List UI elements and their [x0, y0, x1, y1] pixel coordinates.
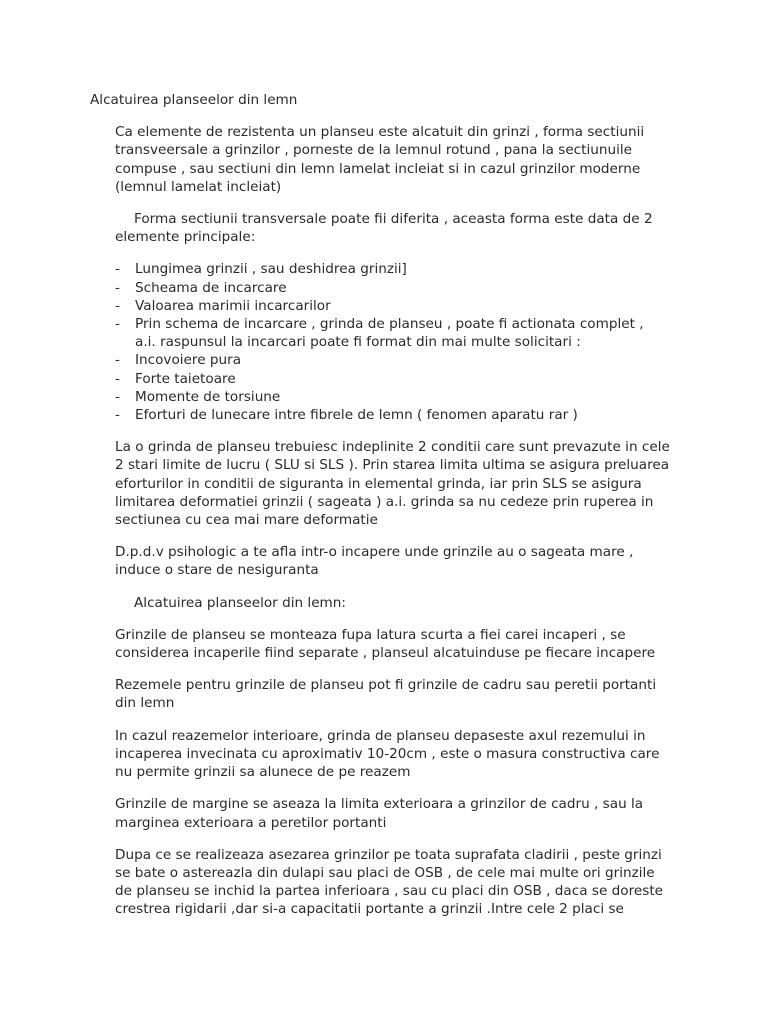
- paragraph-5: Grinzile de planseu se monteaza fupa latura scurta a fiei carei incaperi , se considerea incaperile fiind separate , planseul alcatuinduse pe fiecare incapere: [115, 626, 656, 662]
- note-line-1: - Prin schema de incarcare , grinda de planseu , poate fi actionata complet ,: [135, 316, 644, 333]
- list-item: - Scheama de incarcare: [115, 279, 675, 297]
- list-item: - Eforturi de lunecare intre fibrele de lemn ( fenomen aparatu rar ): [115, 406, 675, 424]
- paragraph-9: Dupa ce se realizeaza asezarea grinzilor pe toata suprafata cladirii , peste grinzi se bate o astereazla din dulapi sau placi de OSB , de cele mai multe ori grinzile de planseu se inchid la partea inferioara , sau cu placi din OSB , daca se doreste crestrea rigidarii ,dar si-a capacitatii portante a grinzii .Intre cele 2 placi se: [115, 846, 664, 918]
- list-note: [115, 315, 675, 351]
- document-title: Alcatuirea planseelor din lemn: [90, 92, 298, 108]
- paragraph-2-rest: elemente principale:: [115, 229, 256, 246]
- paragraph-8: Grinzile de margine se aseaza la limita exterioara a grinzilor de cadru , sau la marginea exterioara a peretilor portanti: [115, 796, 644, 831]
- document-page: [90, 91, 675, 933]
- list-item: - Forte taietoare: [115, 370, 675, 388]
- note-line-2: a.i. raspunsul la incarcari poate fi format din mai multe solicitari :: [135, 334, 581, 351]
- paragraph-2: [115, 210, 675, 246]
- list-item: - Lungimea grinzii , sau deshidrea grinzii]: [115, 260, 675, 278]
- section-heading: Alcatuirea planseelor din lemn:: [134, 594, 346, 611]
- paragraph-4: D.p.d.v psihologic a te afla intr-o incapere unde grinzile au o sageata mare , induce o stare de nesiguranta: [115, 544, 634, 579]
- list-item: - Valoarea marimii incarcarilor: [115, 297, 675, 315]
- paragraph-7: In cazul reazemelor interioare, grinda de planseu depaseste axul rezemului in incaperea invecinata cu aproximativ 10-20cm , este o masura constructiva care nu permite grinzii sa alunece de pe reazem: [115, 727, 660, 781]
- paragraph-1: Ca elemente de rezistenta un planseu este alcatuit din grinzi , forma sectiunii transveersale a grinzilor , porneste de la lemnul rotund , pana la sectiunuile compuse , sau sectiuni din lemn lamelat incleiat si in cazul grinzilor moderne (lemnul lamelat incleiat): [115, 124, 645, 195]
- paragraph-3: La o grinda de planseu trebuiesc indeplinite 2 conditii care sunt prevazute in cele 2 stari limite de lucru ( SLU si SLS ). Prin starea limita ultima se asigura preluarea eforturilor in conditii de siguranta in elemental grinda, iar prin SLS se asigura limitarea deformatiei grinzii ( sageata ) a.i. grinda sa nu cedeze prin ruperea in sectiunea cu cea mai mare deformatie: [115, 439, 670, 529]
- element-list: [115, 260, 675, 424]
- paragraph-6: Rezemele pentru grinzile de planseu pot fi grinzile de cadru sau peretii portanti din lemn: [115, 677, 657, 712]
- list-item: - Momente de torsiune: [115, 388, 675, 406]
- list-item: - Incovoiere pura: [115, 351, 675, 369]
- paragraph-2-first-line: Forma sectiunii transversale poate fii diferita , aceasta forma este data de 2: [134, 211, 653, 228]
